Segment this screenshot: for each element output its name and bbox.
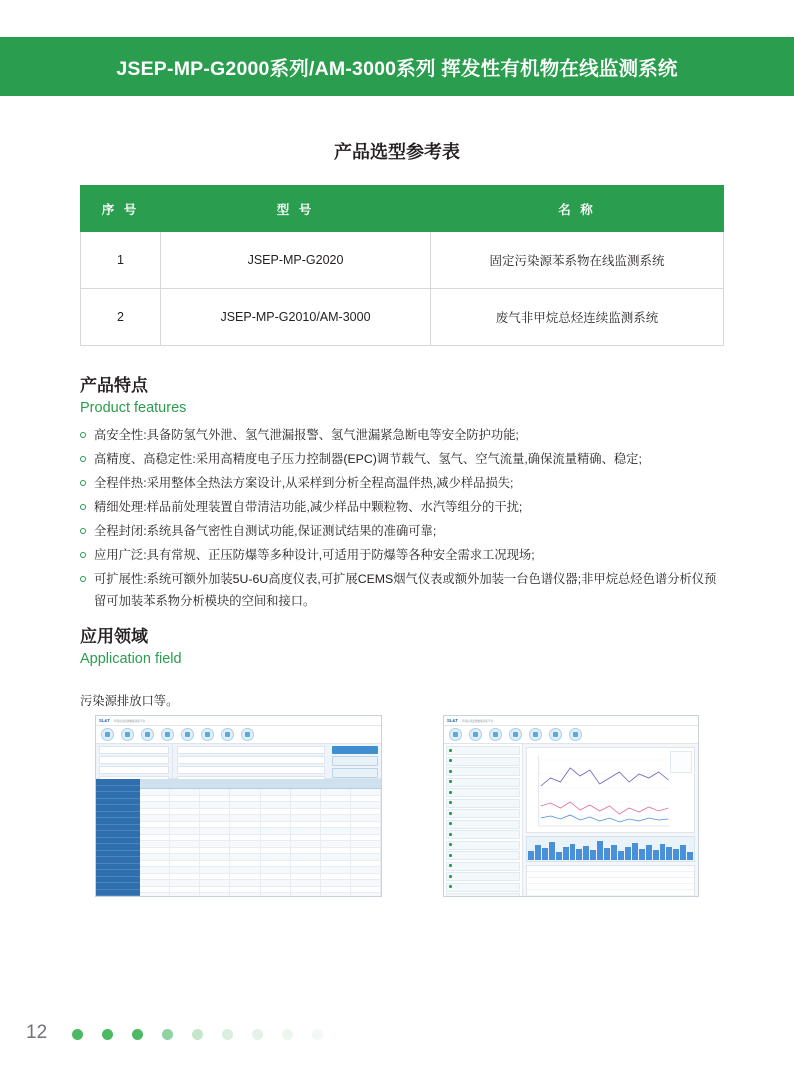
footer-dot (282, 1029, 293, 1040)
list-item (80, 425, 720, 447)
table-header-no: 序 号 (81, 186, 161, 232)
toolbar-icon (181, 728, 194, 741)
header-title: JSEP-MP-G2000系列/AM-3000系列 挥发性有机物在线监测系统 (116, 57, 678, 80)
cell-no: 2 (81, 289, 161, 346)
footer-dot (252, 1029, 263, 1040)
list-item (80, 473, 720, 495)
cell-name: 废气非甲烷总烃连续监测系统 (431, 289, 724, 346)
toolbar-icon (469, 728, 482, 741)
export-button (332, 756, 378, 766)
trend-chart (526, 747, 695, 833)
list-item-text: 高安全性:具备防氢气外泄、氢气泄漏报警、氢气泄漏紧急断电等安全防护功能; (94, 428, 519, 442)
screenshot-left-toolbar (96, 726, 381, 744)
footer-dot (312, 1029, 323, 1040)
toolbar-icon (569, 728, 582, 741)
cell-model: JSEP-MP-G2020 (161, 232, 431, 289)
filter-row (99, 756, 169, 764)
product-features-title-en: Product features (80, 399, 187, 416)
list-item (80, 545, 720, 567)
footer-dots (72, 1029, 323, 1040)
tree-item (446, 820, 520, 829)
filter-left-column (96, 744, 173, 778)
filter-buttons (329, 744, 381, 778)
query-filter-panel (96, 744, 381, 779)
list-item (80, 521, 720, 543)
page-footer (0, 1002, 794, 1077)
list-item-text: 高精度、高稳定性:采用高精度电子压力控制器(EPC)调节载气、氢气、空气流量,确保流量精确、稳定; (94, 452, 642, 466)
footer-dot (192, 1029, 203, 1040)
list-item-text: 精细处理:样品前处理装置自带清洁功能,减少样品中颗粒物、水汽等组分的干扰; (94, 500, 523, 514)
query-button (332, 746, 378, 754)
tree-item (446, 757, 520, 766)
print-button (332, 768, 378, 778)
toolbar-icon (221, 728, 234, 741)
toolbar-icon (161, 728, 174, 741)
cell-model: JSEP-MP-G2010/AM-3000 (161, 289, 431, 346)
filter-row (99, 746, 169, 754)
table-section-title: 产品选型参考表 (334, 142, 460, 162)
tree-item (446, 883, 520, 892)
tree-item (446, 851, 520, 860)
toolbar-icon (509, 728, 522, 741)
page-number: 12 (26, 1022, 48, 1043)
tree-item (446, 830, 520, 839)
bullet-icon (80, 528, 86, 534)
bullet-icon (80, 504, 86, 510)
screenshot-right-logo: SL&T (447, 718, 458, 723)
product-features-list (80, 425, 720, 615)
trend-chart-svg (527, 748, 694, 832)
chart-legend (670, 751, 692, 773)
footer-dot (72, 1029, 83, 1040)
grid-index-cell (96, 896, 140, 897)
data-grid-index-column (96, 779, 140, 897)
toolbar-icon (449, 728, 462, 741)
screenshot-realtime-curve (443, 715, 699, 897)
application-field-heading (80, 626, 182, 669)
toolbar-icon (529, 728, 542, 741)
product-features-title-cn: 产品特点 (80, 376, 148, 395)
application-title-cn: 应用领域 (80, 627, 148, 646)
toolbar-icon (101, 728, 114, 741)
product-selection-table (80, 185, 724, 346)
footer-dot (102, 1029, 113, 1040)
toolbar-icon (201, 728, 214, 741)
screenshot-left-body (96, 744, 381, 897)
tree-item (446, 799, 520, 808)
bullet-icon (80, 552, 86, 558)
list-item-text: 可扩展性:系统可额外加装5U-6U高度仪表,可扩展CEMS烟气仪表或额外加装一台色谱仪器;非甲烷总烃色谱分析仪预留可加装苯系物分析模块的空间和接口。 (94, 572, 717, 608)
table-row (81, 289, 724, 346)
tree-item (446, 841, 520, 850)
status-row (527, 890, 694, 896)
list-item (80, 569, 720, 612)
software-screenshots (95, 715, 699, 900)
filter-field (177, 746, 325, 754)
data-grid-header (140, 779, 381, 789)
toolbar-icon (549, 728, 562, 741)
application-title-en: Application field (80, 650, 182, 667)
tree-item (446, 809, 520, 818)
table-header-row (81, 186, 724, 232)
table-header-name: 名 称 (431, 186, 724, 232)
table-header-model: 型 号 (161, 186, 431, 232)
data-grid (96, 779, 381, 897)
tree-item (446, 767, 520, 776)
table-row (81, 232, 724, 289)
bullet-icon (80, 480, 86, 486)
filter-row (99, 766, 169, 774)
screenshot-right-body (444, 744, 698, 897)
list-item (80, 449, 720, 471)
filter-field (177, 766, 325, 774)
toolbar-icon (141, 728, 154, 741)
screenshot-right-toolbar (444, 726, 698, 744)
tree-item (446, 788, 520, 797)
bar-chart (526, 836, 695, 862)
screenshot-data-report (95, 715, 382, 897)
tree-item (446, 893, 520, 897)
footer-dot (222, 1029, 233, 1040)
cell-name: 固定污染源苯系物在线监测系统 (431, 232, 724, 289)
screenshot-left-titlebar (96, 716, 381, 726)
data-grid-body (140, 779, 381, 897)
toolbar-icon (121, 728, 134, 741)
chart-panel (523, 744, 698, 897)
list-item (80, 497, 720, 519)
screenshot-right-logo-subtitle: 环保在线监测数据采集平台 (461, 719, 494, 723)
tree-item (446, 746, 520, 755)
list-item-text: 全程封闭:系统具备气密性自测试功能,保证测试结果的准确可靠; (94, 524, 437, 538)
toolbar-icon (489, 728, 502, 741)
header-banner (0, 37, 794, 96)
bullet-icon (80, 432, 86, 438)
device-tree-panel (444, 744, 523, 897)
footer-dot (132, 1029, 143, 1040)
footer-dot (162, 1029, 173, 1040)
bullet-icon (80, 576, 86, 582)
tree-item (446, 872, 520, 881)
screenshot-left-logo: SL&T (99, 718, 110, 723)
tree-item (446, 862, 520, 871)
application-text: 污染源排放口等。 (80, 694, 179, 708)
bullet-icon (80, 456, 86, 462)
product-features-heading (80, 375, 186, 418)
screenshot-left-logo-subtitle: 环保在线监测数据采集平台 (113, 719, 146, 723)
table-row (140, 893, 381, 897)
screenshot-right-titlebar (444, 716, 698, 726)
status-table (526, 865, 695, 897)
cell-no: 1 (81, 232, 161, 289)
toolbar-icon (241, 728, 254, 741)
tree-item (446, 778, 520, 787)
filter-mid-column (173, 744, 329, 778)
list-item-text: 应用广泛:具有常规、正压防爆等多种设计,可适用于防爆等各种安全需求工况现场; (94, 548, 535, 562)
list-item-text: 全程伴热:采用整体全热法方案设计,从采样到分析全程高温伴热,减少样品损失; (94, 476, 514, 490)
filter-field (177, 756, 325, 764)
